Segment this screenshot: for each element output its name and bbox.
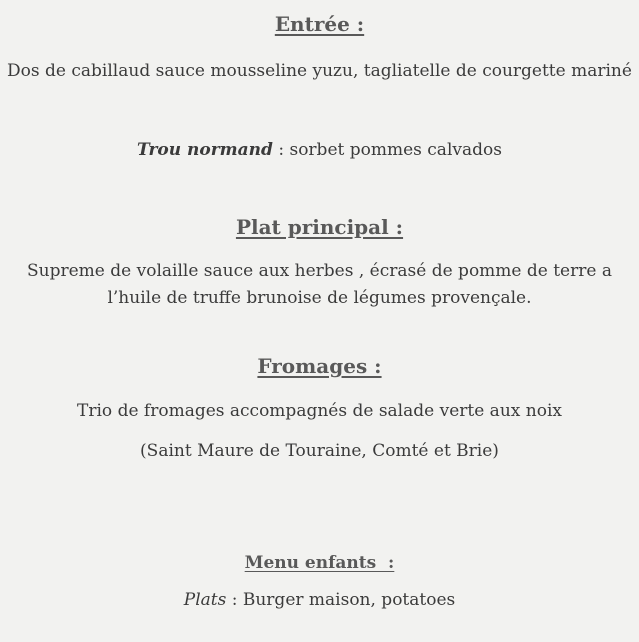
fromages-heading: Fromages : xyxy=(257,354,382,378)
trou-normand-label: Trou normand xyxy=(137,140,273,160)
section-menu-enfants xyxy=(4,553,635,573)
entree-dish: Dos de cabillaud sauce mousseline yuzu, tagliatelle de courgette mariné xyxy=(7,61,632,81)
fromages-line1: Trio de fromages accompagnés de salade verte aux noix xyxy=(77,401,562,421)
plat-principal-heading: Plat principal : xyxy=(235,215,404,239)
entree-heading: Entrée : xyxy=(274,12,365,36)
menu-enfants-heading: Menu enfants : xyxy=(244,553,395,573)
fromages-line2: (Saint Maure de Touraine, Comté et Brie) xyxy=(140,441,499,461)
plat-principal-dish: Supreme de volaille sauce aux herbes , écrasé de pomme de terre a l’huile de truffe brunoise de légumes provençale. xyxy=(27,261,612,308)
menu-enfants-text: : Burger maison, potatoes xyxy=(226,590,456,610)
section-plat-principal xyxy=(4,215,635,239)
trou-normand-text: : sorbet pommes calvados xyxy=(272,140,502,160)
section-entree xyxy=(4,12,635,36)
trou-normand-line xyxy=(4,137,635,164)
menu-enfants-label: Plats xyxy=(183,590,227,610)
section-fromages xyxy=(4,354,635,378)
menu-enfants-line xyxy=(4,587,635,614)
